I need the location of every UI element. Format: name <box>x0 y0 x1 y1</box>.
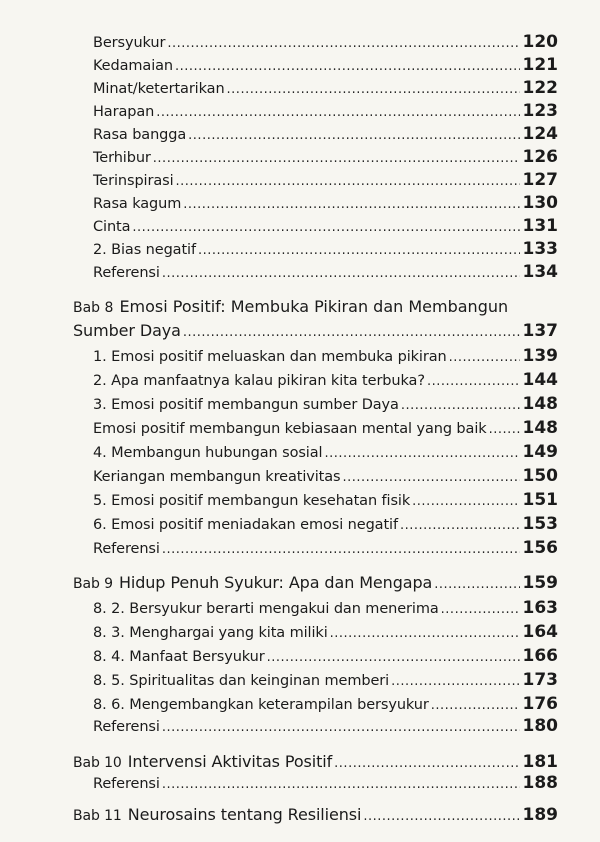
leader-dots <box>324 446 519 461</box>
toc-entry[interactable] <box>93 124 558 144</box>
chapter-8-title-row[interactable] <box>73 321 558 341</box>
toc-entry-label: 3. Emosi positif membangun sumber Daya <box>93 397 399 413</box>
leader-dots <box>343 470 520 485</box>
toc-entry-label: Rasa kagum <box>93 196 182 212</box>
leader-dots <box>434 577 519 592</box>
toc-entry-label: 8. 6. Mengembangkan keterampilan bersyukur <box>93 697 429 713</box>
toc-entry-label: Bersyukur <box>93 35 166 51</box>
toc-entry-page: 122 <box>522 78 558 98</box>
toc-entry-page: 164 <box>522 622 558 642</box>
toc-entry[interactable] <box>93 370 558 390</box>
toc-entry[interactable] <box>93 418 558 438</box>
toc-entry-label: 8. 2. Bersyukur berarti mengakui dan menerima <box>93 601 439 617</box>
leader-dots <box>162 720 520 735</box>
toc-entry[interactable] <box>93 538 558 558</box>
toc-entry-label: Terinspirasi <box>93 173 174 189</box>
toc-entry-label: 8. 3. Menghargai yang kita miliki <box>93 625 328 641</box>
toc-entry-page: 127 <box>522 170 558 190</box>
chapter-heading-label <box>73 573 432 592</box>
leader-dots <box>162 777 520 792</box>
chapter-title: Neurosains tentang Resiliensi <box>127 805 362 824</box>
leader-dots <box>198 243 520 258</box>
chapter-page: 137 <box>522 321 558 341</box>
toc-entry-label: 2. Bias negatif <box>93 242 196 258</box>
chapter-page: 159 <box>522 573 558 593</box>
chapter-heading-label <box>73 805 361 824</box>
toc-entry-label: Minat/ketertarikan <box>93 81 225 97</box>
leader-dots <box>156 105 519 120</box>
leader-dots <box>227 82 520 97</box>
leader-dots <box>183 197 519 212</box>
toc-entry-page: 124 <box>522 124 558 144</box>
toc-entry[interactable] <box>93 442 558 462</box>
leader-dots <box>167 36 519 51</box>
chapter-title-line1: Emosi Positif: Membuka Pikiran dan Membangun <box>119 297 509 316</box>
toc-entry-label: 8. 4. Manfaat Bersyukur <box>93 649 265 665</box>
toc-entry[interactable] <box>93 239 558 259</box>
leader-dots <box>188 128 519 143</box>
toc-entry[interactable] <box>93 514 558 534</box>
toc-entry[interactable] <box>93 716 558 736</box>
toc-entry[interactable] <box>93 346 558 366</box>
toc-entry[interactable] <box>93 32 558 52</box>
leader-dots <box>431 698 520 713</box>
leader-dots <box>162 542 520 557</box>
chapter-title: Intervensi Aktivitas Positif <box>127 752 333 771</box>
toc-entry-label: 2. Apa manfaatnya kalau pikiran kita terbuka? <box>93 373 425 389</box>
toc-entry-label: 5. Emosi positif membangun kesehatan fisik <box>93 493 411 509</box>
toc-entry[interactable] <box>93 670 558 690</box>
chapter-9-heading[interactable] <box>73 573 558 593</box>
chapter-number: Bab 9 <box>73 576 113 592</box>
leader-dots <box>391 674 519 689</box>
toc-entry-label: Cinta <box>93 219 131 235</box>
leader-dots <box>153 151 520 166</box>
toc-entry-label: Referensi <box>93 776 160 792</box>
toc-entry-page: 131 <box>522 216 558 236</box>
toc-entry-page: 144 <box>522 370 558 390</box>
toc-entry-label: Referensi <box>93 541 160 557</box>
toc-entry[interactable] <box>93 394 558 414</box>
leader-dots <box>400 518 520 533</box>
chapter-11-heading[interactable] <box>73 805 558 825</box>
toc-entry-label: Referensi <box>93 265 160 281</box>
leader-dots <box>427 374 520 389</box>
toc-entry-page: 126 <box>522 147 558 167</box>
leader-dots <box>132 220 519 235</box>
chapter-heading-label <box>73 752 332 771</box>
leader-dots <box>449 350 520 365</box>
toc-entry-page: 121 <box>522 55 558 75</box>
toc-entry[interactable] <box>93 646 558 666</box>
toc-entry-page: 180 <box>522 716 558 736</box>
toc-entry-label: Kedamaian <box>93 58 174 74</box>
chapter-number: Bab 11 <box>73 808 122 824</box>
toc-entry-label: Rasa bangga <box>93 127 187 143</box>
toc-entry[interactable] <box>93 101 558 121</box>
leader-dots <box>183 325 520 340</box>
toc-entry[interactable] <box>93 622 558 642</box>
leader-dots <box>162 266 520 281</box>
toc-entry[interactable] <box>93 55 558 75</box>
toc-entry[interactable] <box>93 598 558 618</box>
toc-entry-page: 188 <box>522 773 558 793</box>
toc-entry-page: 148 <box>522 418 558 438</box>
toc-entry[interactable] <box>93 193 558 213</box>
toc-entry[interactable] <box>93 490 558 510</box>
toc-entry[interactable] <box>93 262 558 282</box>
toc-entry-page: 130 <box>522 193 558 213</box>
toc-entry-page: 133 <box>522 239 558 259</box>
toc-entry[interactable] <box>93 694 558 714</box>
leader-dots <box>412 494 519 509</box>
chapter-10-heading[interactable] <box>73 752 558 772</box>
toc-entry[interactable] <box>93 78 558 98</box>
toc-entry-page: 139 <box>522 346 558 366</box>
toc-entry-page: 120 <box>522 32 558 52</box>
chapter-page: 189 <box>522 805 558 825</box>
toc-entry-label: Terhibur <box>93 150 151 166</box>
leader-dots <box>401 398 520 413</box>
toc-entry-label: Harapan <box>93 104 155 120</box>
toc-entry-label: 4. Membangun hubungan sosial <box>93 445 323 461</box>
toc-entry-label: 6. Emosi positif meniadakan emosi negatif <box>93 517 398 533</box>
leader-dots <box>175 59 519 74</box>
toc-entry-label: Referensi <box>93 719 160 735</box>
toc-entry[interactable] <box>93 773 558 793</box>
toc-entry-page: 151 <box>522 490 558 510</box>
chapter-page: 181 <box>522 752 558 772</box>
chapter-title: Hidup Penuh Syukur: Apa dan Mengapa <box>118 573 433 592</box>
toc-entry-page: 176 <box>522 694 558 714</box>
toc-entry-label: 1. Emosi positif meluaskan dan membuka pikiran <box>93 349 447 365</box>
toc-entry-page: 166 <box>522 646 558 666</box>
chapter-number: Bab 10 <box>73 755 122 771</box>
toc-entry-page: 150 <box>522 466 558 486</box>
leader-dots <box>441 602 520 617</box>
toc-entry-page: 156 <box>522 538 558 558</box>
toc-entry-page: 163 <box>522 598 558 618</box>
toc-entry[interactable] <box>93 216 558 236</box>
toc-entry[interactable] <box>93 147 558 167</box>
leader-dots <box>489 422 520 437</box>
toc-entry-page: 134 <box>522 262 558 282</box>
chapter-8-heading[interactable] <box>73 297 508 316</box>
toc-entry-label: 8. 5. Spiritualitas dan keinginan memberi <box>93 673 390 689</box>
toc-entry[interactable] <box>93 466 558 486</box>
toc-entry[interactable] <box>93 170 558 190</box>
toc-entry-page: 149 <box>522 442 558 462</box>
chapter-number: Bab 8 <box>73 300 114 316</box>
toc-entry-label: Keriangan membangun kreativitas <box>93 469 341 485</box>
leader-dots <box>330 626 520 641</box>
chapter-title-line2: Sumber Daya <box>73 321 181 340</box>
leader-dots <box>334 756 519 771</box>
toc-entry-label: Emosi positif membangun kebiasaan mental yang baik <box>93 421 487 437</box>
leader-dots <box>267 650 520 665</box>
toc-entry-page: 173 <box>522 670 558 690</box>
toc-entry-page: 148 <box>522 394 558 414</box>
leader-dots <box>363 809 519 824</box>
leader-dots <box>176 174 520 189</box>
toc-entry-page: 153 <box>522 514 558 534</box>
toc-entry-page: 123 <box>522 101 558 121</box>
